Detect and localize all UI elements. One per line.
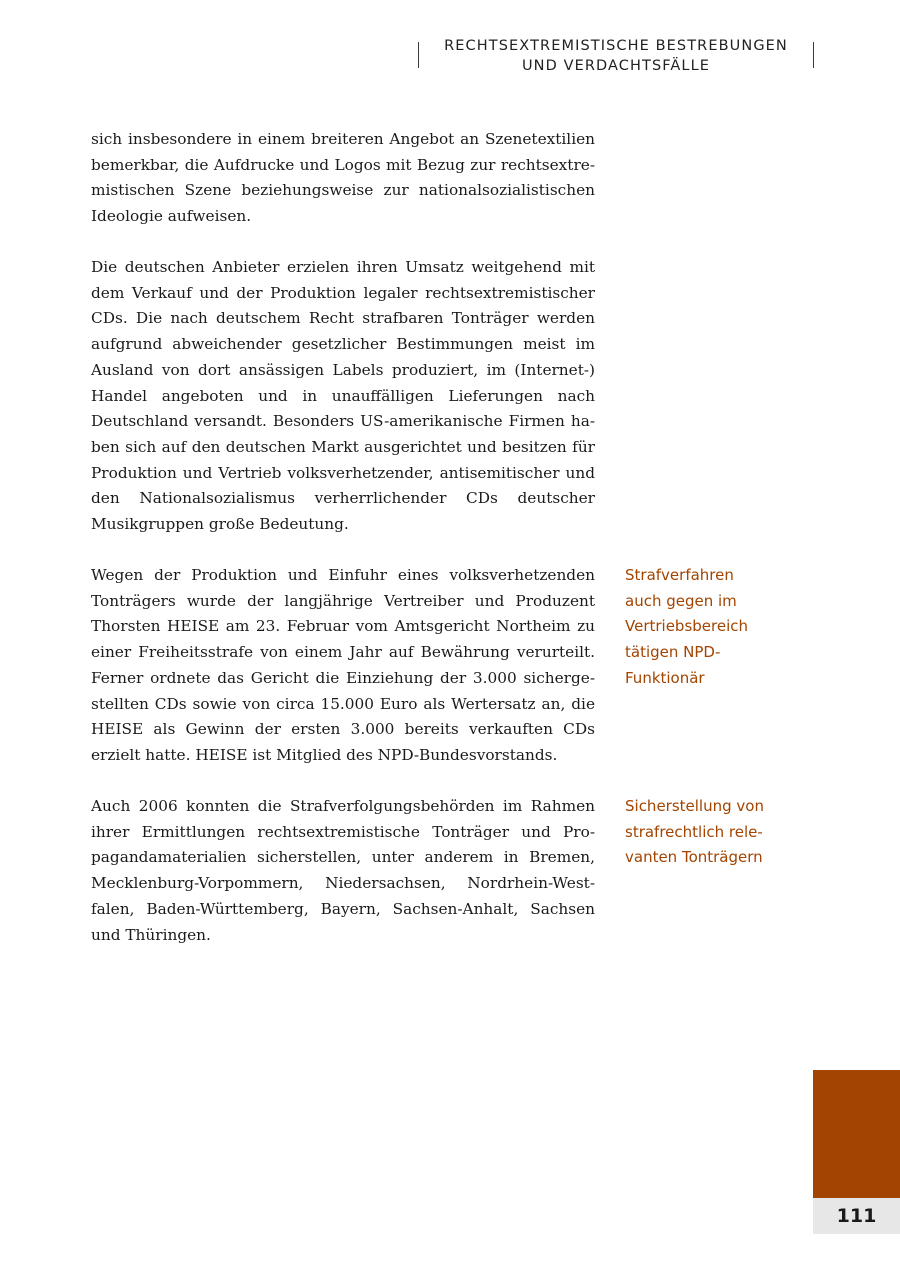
page-number: 111	[836, 1205, 877, 1227]
margin-note-line: auch gegen im	[625, 591, 737, 610]
margin-note-line: strafrechtlich rele-	[625, 822, 763, 841]
chapter-tab-marker	[813, 1070, 900, 1198]
header-title-line-1: RECHTSEXTREMISTISCHE BESTREBUNGEN	[444, 38, 788, 54]
margin-note-seizure	[625, 794, 795, 871]
page-number-box	[813, 1198, 900, 1234]
margin-note-line: tätigen NPD-	[625, 643, 721, 662]
margin-note-line: vanten Tonträgern	[625, 848, 763, 867]
running-header	[418, 36, 814, 76]
paragraph: Die deutschen Anbieter erzielen ihren Umsatz weitgehend mit dem Verkauf und der Produktion legaler rechtsextremistischer CDs. Die nach deutschem Recht strafbaren Tonträger werden aufgrund abweichender gesetzlicher Bestimmungen meist im Ausland von dort ansässigen Labels produziert, im (Internet-) Handel angeboten und in unauffälligen Lieferungen nach Deutschland versandt. Besonders US-amerikanische Firmen haben sich auf den deutschen Markt ausgerichtet und besitzen für Produktion und Vertrieb volksverhetzender, antisemitischer und den Nationalsozialismus verherrlichender CDs deutscher Musikgruppen große Bedeutung.	[91, 258, 595, 534]
header-right-rule	[813, 42, 814, 68]
paragraph: sich insbesondere in einem breiteren Angebot an Szenetextilien bemerkbar, die Aufdrucke und Logos mit Bezug zur rechtsextremistischen Szene beziehungsweise zur nationalsozialistischen Ideologie aufweisen.	[91, 130, 595, 226]
margin-note-line: Sicherstellung von	[625, 797, 764, 815]
paragraph: Auch 2006 konnten die Strafverfolgungsbehörden im Rahmen ihrer Ermittlungen rechtsextremistische Tonträger und Propagandamaterialien sicherstellen, unter anderem in Bremen, Mecklenburg-Vorpommern, Niedersachsen, Nordrhein-Westfalen, Baden-Württemberg, Bayern, Sachsen-Anhalt, Sachsen und Thüringen.	[91, 797, 595, 944]
paragraph: Wegen der Produktion und Einfuhr eines volksverhetzenden Tonträgers wurde der langjährige Vertreiber und Produzent Thorsten HEISE am 23. Februar vom Amtsgericht Northeim zu einer Freiheitsstrafe von einem Jahr auf Bewährung verurteilt. Ferner ordnete das Gericht die Einziehung der 3.000 sichergestellten CDs sowie von circa 15.000 Euro als Wertersatz an, die HEISE als Gewinn der ersten 3.000 bereits verkauften CDs erzielt hatte. HEISE ist Mitglied des NPD-Bundesvorstands.	[91, 566, 595, 764]
header-left-rule	[418, 42, 419, 68]
header-title	[424, 36, 808, 76]
paragraph-3-block	[91, 563, 595, 769]
margin-note-line: Vertriebsbereich	[625, 617, 749, 636]
paragraph-2-block	[91, 255, 595, 538]
paragraph-4-block	[91, 794, 595, 948]
header-title-line-2: UND VERDACHTSFÄLLE	[521, 58, 711, 74]
margin-note-line: Strafverfahren	[625, 566, 734, 584]
paragraph-1-block	[91, 127, 595, 230]
margin-note-criminal-proceedings	[625, 563, 795, 692]
margin-note-line: Funktionär	[625, 668, 705, 687]
